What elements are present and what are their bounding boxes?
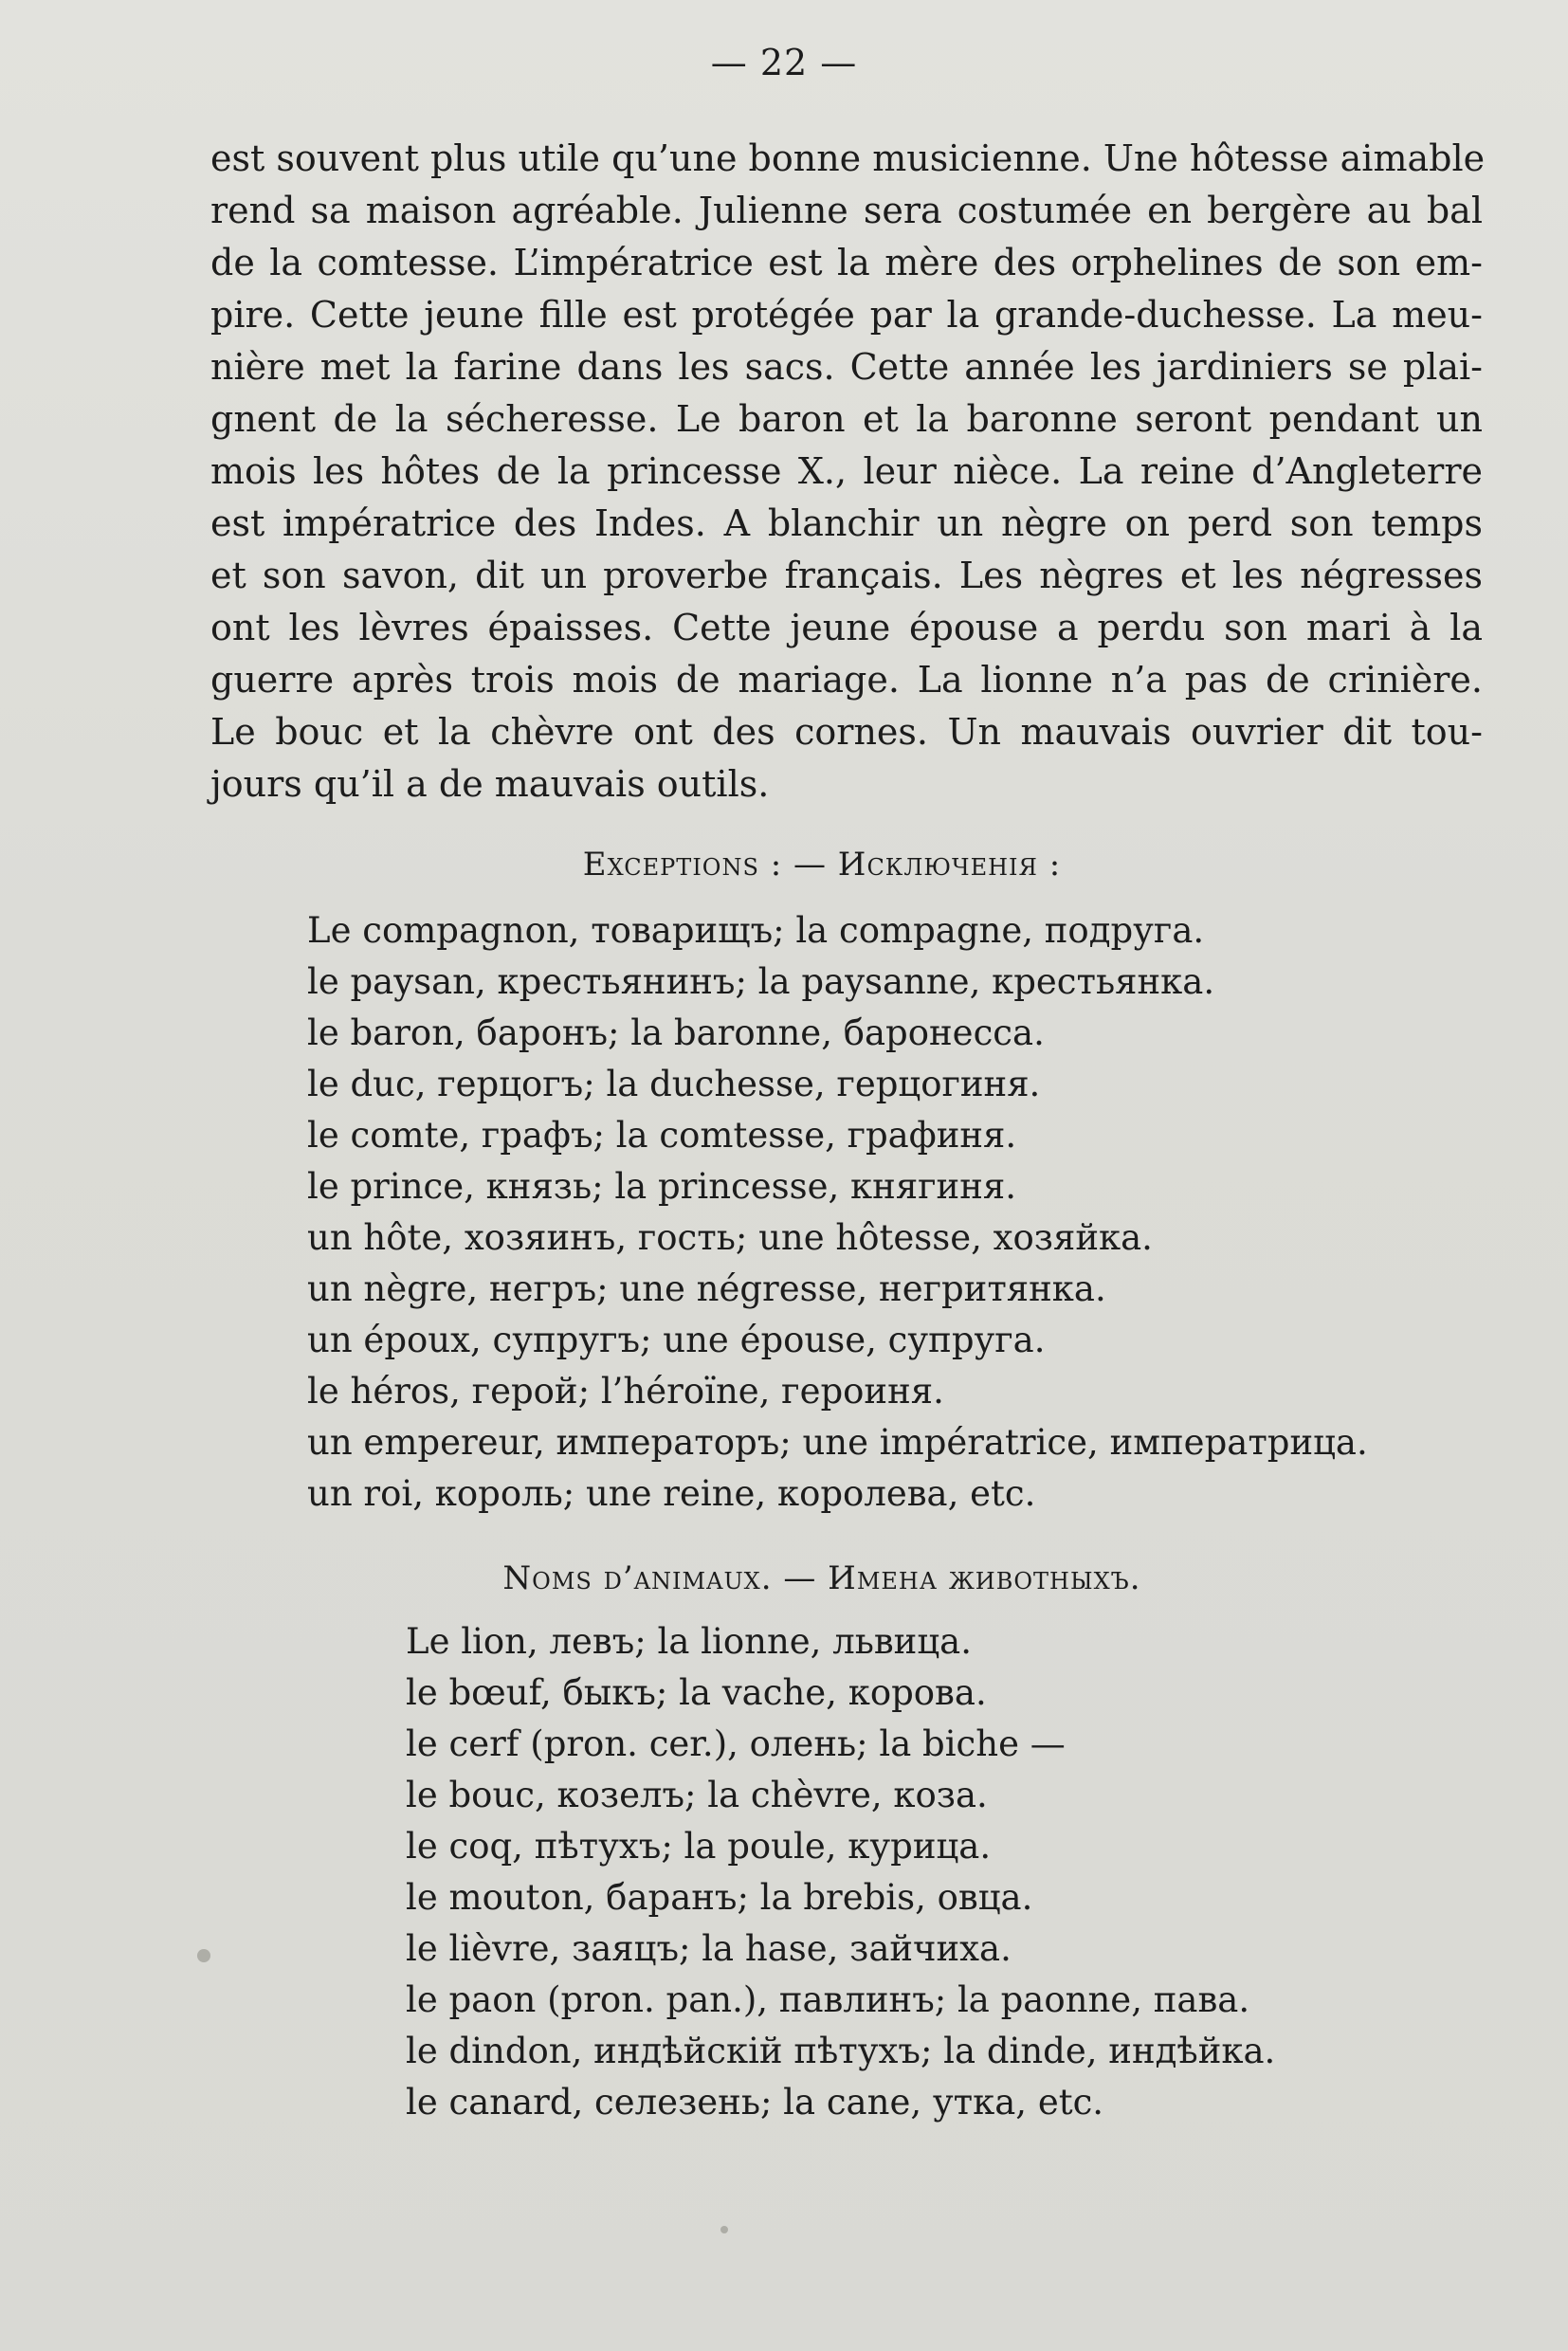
list-item: un époux, супругъ; une épouse, супруга. bbox=[307, 1320, 1046, 1360]
paper-spot bbox=[197, 1949, 210, 1962]
paragraph-line: est souvent plus utile qu’une bonne musicienne. Une hôtesse aimable bbox=[210, 137, 1486, 179]
paragraph-line: et son savon, dit un proverbe français. Les nègres et les négresses bbox=[210, 555, 1483, 596]
list-item: le bouc, козелъ; la chèvre, коза. bbox=[406, 1775, 988, 1815]
paragraph-line: nière met la farine dans les sacs. Cette année les jardiniers se plai- bbox=[210, 346, 1483, 388]
paper-spot bbox=[720, 2226, 728, 2233]
list-item: le canard, селезень; la cane, утка, etc. bbox=[406, 2082, 1104, 2123]
list-item: le mouton, баранъ; la brebis, овца. bbox=[406, 1877, 1033, 1918]
list-item: le prince, князь; la princesse, княгиня. bbox=[307, 1166, 1016, 1207]
paragraph-line: de la comtesse. L’impératrice est la mère des orphelines de son em- bbox=[210, 242, 1483, 283]
paragraph-line: rend sa maison agréable. Julienne sera costumée en bergère au bal bbox=[210, 190, 1483, 231]
page-number: — 22 — bbox=[710, 42, 858, 83]
list-item: le cerf (pron. cer.), олень; la biche — bbox=[406, 1723, 1066, 1764]
body-paragraph bbox=[210, 133, 1486, 811]
exceptions-heading: Exceptions : — Исключенія : bbox=[582, 846, 1062, 884]
list-item: le bœuf, быкъ; la vache, корова. bbox=[406, 1672, 987, 1713]
paragraph-line: pire. Cette jeune fille est protégée par la grande-duchesse. La meu- bbox=[210, 294, 1483, 336]
list-item: le paon (pron. pan.), павлинъ; la paonne, пава. bbox=[406, 1979, 1250, 2020]
list-item: un roi, король; une reine, королева, etc. bbox=[307, 1473, 1036, 1514]
list-item: le baron, баронъ; la baronne, баронесса. bbox=[307, 1012, 1045, 1053]
paragraph-line: jours qu’il a de mauvais outils. bbox=[210, 763, 770, 805]
animals-heading: Noms d’animaux. — Имена животныхъ. bbox=[502, 1559, 1141, 1597]
list-item: le dindon, индѣйскій пѣтухъ; la dinde, индѣйка. bbox=[406, 2031, 1276, 2071]
list-item: le lièvre, заяцъ; la hase, зайчиха. bbox=[406, 1928, 1012, 1969]
list-item: le héros, герой; l’héroïne, героиня. bbox=[307, 1371, 944, 1412]
paragraph-line: ont les lèvres épaisses. Cette jeune épouse a perdu son mari à la bbox=[210, 607, 1483, 648]
paragraph-line: Le bouc et la chèvre ont des cornes. Un mauvais ouvrier dit tou- bbox=[210, 711, 1483, 753]
list-item: le paysan, крестьянинъ; la paysanne, крестьянка. bbox=[307, 961, 1215, 1002]
exceptions-list bbox=[307, 905, 1368, 1520]
paragraph-line: guerre après trois mois de mariage. La lionne n’a pas de crinière. bbox=[210, 659, 1483, 701]
list-item: un hôte, хозяинъ, гость; une hôtesse, хозяйка. bbox=[307, 1217, 1153, 1258]
list-item: le duc, герцогъ; la duchesse, герцогиня. bbox=[307, 1064, 1041, 1104]
list-item: un empereur, императоръ; une impératrice, императрица. bbox=[307, 1422, 1368, 1463]
paragraph-line: est impératrice des Indes. A blanchir un nègre on perd son temps bbox=[210, 502, 1483, 544]
list-item: un nègre, негръ; une négresse, негритянка. bbox=[307, 1268, 1106, 1309]
paragraph-line: gnent de la sécheresse. Le baron et la baronne seront pendant un bbox=[210, 398, 1483, 440]
list-item: le coq, пѣтухъ; la poule, курица. bbox=[406, 1826, 992, 1867]
list-item: Le lion, левъ; la lionne, львица. bbox=[406, 1621, 972, 1662]
paragraph-line: mois les hôtes de la princesse X., leur nièce. La reine d’Angleterre bbox=[210, 450, 1483, 492]
animals-list bbox=[406, 1616, 1275, 2128]
list-item: Le compagnon, товарищъ; la compagne, подруга. bbox=[307, 910, 1205, 951]
list-item: le comte, графъ; la comtesse, графиня. bbox=[307, 1115, 1017, 1156]
